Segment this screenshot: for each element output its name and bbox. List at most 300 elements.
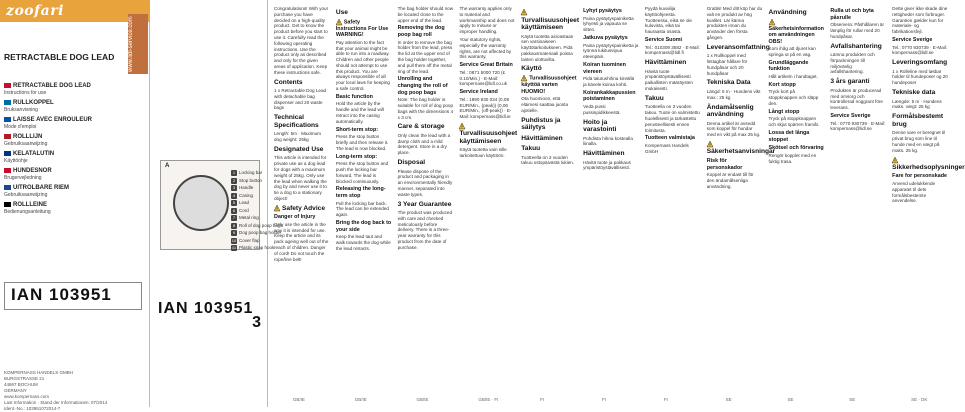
- language-title: [4, 99, 144, 107]
- text: Ota huomioon, että eläimesi saattaa juosta ajotielle.: [521, 96, 568, 113]
- language-subtitle: Bruksanvisning: [4, 107, 38, 113]
- section-heading: [521, 145, 577, 153]
- text: Leveringsomfang: [892, 59, 948, 67]
- part-number: 5: [232, 200, 236, 205]
- paragraph: [645, 6, 701, 35]
- footer-line: 44867 BOCHUM: [4, 382, 38, 387]
- text: Fare for personskade: [892, 173, 947, 180]
- text-column: [769, 6, 825, 398]
- paragraph: [645, 104, 701, 133]
- page-number: 3: [252, 314, 261, 331]
- text: Hävittäminen: [521, 134, 563, 142]
- part-number: 9: [232, 230, 236, 235]
- paragraph: [398, 6, 454, 23]
- text: The bag holder should now be located close to the upper end of the lead.: [397, 6, 454, 23]
- paragraph: [583, 16, 639, 33]
- section-heading: [274, 146, 330, 154]
- page-marker: SE: [725, 397, 732, 402]
- text: Tuotteella on 3 vuoden takuu. Tuote on valmistettu huolellisesti ja tarkastettu perusteellisesti ennen toimitusta.: [644, 104, 700, 133]
- text: Längd: 5 m · Hundens vikt max.: 25 kg: [706, 88, 761, 100]
- text: Denna artikel är avsedd som koppel för hundar med en vikt på max 25 kg.: [706, 120, 761, 138]
- page-marker: FI: [602, 397, 606, 402]
- text-column: [336, 6, 392, 398]
- paragraph: [707, 53, 763, 76]
- section-heading: [398, 159, 454, 167]
- section-heading: [707, 79, 763, 87]
- language-subtitle: Brugervejledning: [4, 175, 42, 181]
- paragraph: [398, 97, 454, 120]
- language-subtitle: Bedienungsanleitung: [4, 209, 51, 215]
- text: Basic function: [335, 93, 373, 100]
- paragraph: [336, 40, 392, 92]
- section-heading: [336, 154, 392, 161]
- part-number: 2: [232, 177, 236, 183]
- footer-line: BURGSTRASSE 21: [4, 376, 45, 381]
- text: Press the stop button briefly and then release it. The lead is now blocked.: [335, 134, 389, 151]
- part-label: Roll of dog poop bags: [239, 222, 283, 228]
- warning-icon: [892, 157, 898, 163]
- part-item: [231, 229, 282, 237]
- paragraph: [459, 70, 515, 87]
- text: Unrolling and changing the roll of dog poop bags: [397, 76, 448, 96]
- language-title: [4, 82, 144, 90]
- cover-footer: [4, 370, 144, 412]
- section-heading: [707, 158, 763, 171]
- language-title: [4, 116, 144, 124]
- text: The product was produced with care and checked meticulously before delivery. There is a three-year warranty for this product from the date of purchase.: [397, 210, 453, 250]
- text: Käytä tuotetta vain sille tarkoitettuun käyttöön.: [459, 147, 507, 159]
- page-marker: FI: [663, 397, 668, 402]
- text: Takuu: [644, 94, 664, 102]
- text: Lämna produkten och förpackningen till miljövänlig avfallshantering.: [830, 52, 875, 75]
- warning-icon: [521, 9, 527, 15]
- section-heading: [583, 90, 639, 103]
- product-heading: RETRACTABLE DOG LEAD: [4, 52, 115, 62]
- flag-icon: [4, 83, 11, 88]
- page-marker: GB/IE · FI: [478, 397, 499, 402]
- text: Dette giver ikke skade dine rettigheder som forbruger. Garantien gælder kun for materiale- og fabrikationsfejl.: [892, 6, 948, 35]
- warning-icon: [459, 123, 465, 129]
- part-number: 3: [232, 185, 236, 190]
- paragraph: [459, 37, 515, 60]
- section-heading: [830, 113, 886, 120]
- text: Leveransomfattning: [706, 43, 770, 51]
- section-heading: [707, 104, 763, 119]
- text: Käyttö: [521, 65, 542, 73]
- text: Lyhyt pysäytys: [583, 8, 622, 14]
- ian-number: IAN 103951: [11, 285, 112, 304]
- part-label: Plastic snap hook: [239, 245, 275, 250]
- text: Långt stopp: [768, 108, 800, 115]
- text-column: [830, 6, 886, 398]
- section-heading: [398, 25, 454, 38]
- ian-box: [4, 282, 142, 310]
- text: 3 års garanti: [830, 78, 870, 86]
- flag-icon: [4, 185, 11, 190]
- footer-line: www.kompernass.com: [4, 394, 50, 399]
- text: Turvallisuusohjeet käyttämiseen: [459, 130, 518, 145]
- flag-icon: [4, 117, 11, 122]
- figure-label: A: [165, 163, 170, 169]
- page-footer: [270, 396, 954, 405]
- section-heading: [336, 19, 392, 39]
- figure-panel: [150, 0, 283, 407]
- text: Tryck på stoppknappen och skjut spärren framåt.: [768, 116, 820, 128]
- paragraph: [583, 43, 639, 60]
- cover-panel: [0, 0, 150, 411]
- language-title: [4, 201, 144, 209]
- language-subtitle: Gebruiksaanwijzing: [4, 192, 48, 198]
- paragraph: [521, 96, 577, 113]
- paragraph: [398, 133, 454, 156]
- section-heading: [521, 135, 577, 143]
- text: Hävittäminen: [583, 150, 625, 158]
- language-title-text: UITROLBARE RIEM: [13, 185, 69, 191]
- part-item: [231, 207, 271, 215]
- flag-icon: [4, 151, 11, 156]
- text: Removing the dog poop bag roll: [397, 25, 445, 38]
- part-number: 4: [232, 192, 236, 198]
- section-heading: [892, 59, 948, 67]
- section-heading: [521, 117, 577, 132]
- paragraph: [892, 69, 948, 86]
- part-label: Lead: [239, 200, 250, 205]
- part-item: [231, 214, 271, 222]
- paragraph: [521, 34, 577, 63]
- page-marker: SE: [849, 397, 856, 402]
- paragraph: [645, 143, 701, 155]
- text: Säkerhetsanvisningar: [706, 148, 776, 156]
- text-column: [459, 6, 518, 398]
- text: Tel.: 0871 5000 720 (£ 0.10/Min.) · E-Mail: kompernass@lidl.co.uk: [459, 69, 508, 87]
- text-column: [892, 6, 965, 398]
- paragraph: [336, 134, 392, 151]
- paragraph: [707, 6, 763, 41]
- text: Only clean the lead with a damp cloth and a mild detergent. Store in a dry place.: [397, 132, 451, 156]
- section-heading: [769, 145, 825, 152]
- section-heading: [336, 127, 392, 134]
- page-marker: GB/IE: [354, 397, 367, 402]
- part-item: [231, 184, 271, 192]
- text: 1 x Rullkoppel med löstagbar hållare för hundpåsar och 20 hundpåsar: [706, 53, 748, 76]
- parts-figure: [160, 160, 283, 250]
- footer-line: Ident.-No.: 103951072014-7: [4, 406, 61, 411]
- section-heading: [274, 214, 330, 221]
- section-heading: [583, 150, 639, 158]
- paragraph: [830, 22, 886, 39]
- text: Säkerhetsinformation om användningen OBS!: [768, 25, 824, 45]
- paragraph: [707, 121, 763, 138]
- section-heading: [706, 141, 776, 156]
- text: Koiran tuominen viereen: [583, 61, 626, 75]
- text: Rengör kopplet med en fuktig trasa.: [768, 152, 817, 164]
- section-heading: [769, 109, 825, 116]
- section-heading: [336, 186, 392, 199]
- part-number: 1: [232, 170, 236, 175]
- text: Care & storage: [397, 123, 445, 131]
- part-item: [231, 199, 271, 207]
- paragraph: [521, 155, 577, 167]
- footer-line: Last Information · Stand der Informationen: 07/2014: [4, 400, 108, 405]
- language-title-text: ROLLLIJN: [13, 134, 43, 140]
- paragraph: [769, 89, 825, 106]
- text: Technical Specifications: [274, 114, 319, 129]
- text: Ändamålsenlig användning: [706, 103, 754, 119]
- paragraph: [892, 181, 948, 204]
- section-heading: [769, 9, 825, 17]
- language-title-text: LAISSE AVEC ENROULEUR: [13, 117, 93, 123]
- language-title: [4, 167, 144, 175]
- language-subtitle: Instructions for use: [4, 90, 47, 96]
- part-label: Metal ring: [239, 215, 259, 220]
- page-marker: GB/IE: [292, 397, 305, 402]
- warning-icon: [336, 19, 342, 25]
- text: Tuotteen valmistaja: [644, 135, 695, 142]
- text: Turvallisuusohjeet käyttöä varten HUOMIO!: [521, 75, 577, 95]
- text: Tel.: 1890 930 034 (0,08 EUR/Min., (peak)) (0,06 EUR/Min., (off-peak)) · E-Mail: kompernass@lidl.ie: [459, 96, 512, 120]
- text-column: [274, 6, 330, 398]
- text: Kort stopp: [768, 81, 796, 88]
- paragraph: [645, 69, 701, 92]
- section-heading: [645, 135, 701, 142]
- text: Turvallisuusohjeet käyttämiseen: [521, 16, 580, 31]
- language-title-text: HUNDESNOR: [13, 168, 52, 174]
- section-heading: [769, 60, 825, 73]
- text: Koirankakkapussien poistaminen: [583, 89, 636, 103]
- text: Avfallshantering: [830, 42, 882, 50]
- paragraph: [274, 88, 330, 111]
- language-title-text: RETRACTABLE DOG LEAD: [13, 83, 91, 89]
- paragraph: [583, 76, 639, 88]
- paragraph: [583, 104, 639, 116]
- paragraph: [274, 6, 330, 76]
- section-heading: [398, 76, 454, 96]
- section-heading: [274, 79, 330, 87]
- text: Formålsbestemt brug: [892, 113, 944, 128]
- parts-list: [231, 169, 283, 252]
- section-heading: [521, 9, 580, 32]
- section-heading: [830, 8, 886, 21]
- paragraph: [336, 201, 392, 218]
- page-marker: SE · DK: [911, 397, 928, 402]
- section-heading: [336, 94, 392, 101]
- paragraph: [459, 6, 515, 35]
- text: 1 x Rolleline med løsbar holder til hundeposer og 20 hundeposer: [892, 68, 948, 86]
- paragraph: [892, 45, 948, 57]
- language-title-text: RULLKOPPEL: [13, 100, 54, 106]
- text: Användning: [768, 9, 807, 16]
- section-heading: [830, 43, 886, 51]
- flag-icon: [4, 168, 11, 173]
- section-heading: [583, 35, 639, 42]
- section-heading: [769, 130, 825, 143]
- section-heading: [583, 62, 639, 75]
- text: Keep the lead taut and walk towards the dog while the lead retracts.: [335, 234, 391, 251]
- text-column: [645, 6, 701, 398]
- text: Vedä pussi pussinpidikkeestä.: [583, 103, 621, 115]
- section-heading: [892, 37, 948, 44]
- paragraph: [830, 52, 886, 75]
- paragraph: [769, 74, 825, 80]
- text: Long-term stop:: [335, 153, 378, 160]
- section-heading: [645, 59, 701, 67]
- part-number: 11: [231, 245, 237, 250]
- part-item: [231, 244, 275, 252]
- language-subtitle: Mode d'emploi: [4, 124, 37, 130]
- text: Length: 5m · Maximum dog weight: 25kg: [274, 131, 321, 143]
- text: Anvend udelukkende apparatet til dets formålsbestemte anvendelse.: [892, 180, 936, 204]
- part-label: Locking bar: [239, 170, 263, 175]
- paragraph: [892, 6, 948, 35]
- part-item: [231, 192, 271, 200]
- text: 1 x Retractable Dog Lead with detachable bag dispenser and 20 waste bags: [274, 88, 327, 111]
- flag-icon: [4, 100, 11, 105]
- service-url: www.lidl-service.com: [128, 14, 148, 74]
- text: Jatkuva pysäytys: [583, 34, 628, 41]
- section-heading: [830, 78, 886, 86]
- text: Releasing the long-term stop: [335, 186, 386, 200]
- section-heading: [706, 43, 770, 52]
- text: Hoito ja varastointi: [583, 118, 617, 134]
- paragraph: [274, 222, 330, 263]
- text: Press the stop button and push the locking bar forward. The lead is blocked continuously.: [335, 161, 389, 184]
- section-heading: [521, 75, 577, 95]
- paragraph: [892, 130, 948, 153]
- text: Please dispose of the product and packaging in an environmentally friendly manner, separated into waste types.: [397, 168, 453, 197]
- text: Tuotteella on 3 vuoden takuu ostopäivästä lukien.: [521, 154, 575, 166]
- part-item: [231, 237, 271, 245]
- text: Rulla ut och byta påsrulle: [830, 8, 874, 21]
- language-title-text: KELATALUTIN: [13, 151, 55, 157]
- section-heading: [459, 123, 518, 146]
- language-subtitle: Käyttöohje: [4, 158, 28, 164]
- text: Koppel är endast till för den ändamålsenliga användning.: [706, 172, 754, 189]
- warning-icon: [707, 141, 713, 147]
- section-heading: [645, 95, 701, 103]
- part-number: 8: [232, 222, 236, 228]
- warning-icon: [274, 205, 280, 211]
- leash-illustration-icon: [173, 175, 229, 231]
- text: Paina pysäytyspainiketta lyhyesti ja vapauta se sitten.: [583, 15, 634, 33]
- text: Tekniske data: [892, 89, 936, 97]
- section-heading: [769, 82, 825, 89]
- text: Service Great Britain: [459, 62, 513, 69]
- section-heading: [459, 62, 515, 69]
- warning-icon: [521, 75, 527, 81]
- text: 3 Year Guarantee: [397, 200, 452, 208]
- paragraph: [830, 88, 886, 111]
- section-heading: [892, 173, 948, 180]
- text: Kom ihåg att djuret kan springa ut på en väg.: [768, 46, 816, 58]
- section-heading: [892, 89, 948, 97]
- text: Kompernass Handels GmbH: [644, 142, 689, 154]
- text: Skötsel och förvaring: [768, 145, 824, 152]
- footer-line: GERMANY: [4, 388, 27, 393]
- part-item: [231, 222, 283, 230]
- text: Produkten är producerad med omsorg och kontrollerad noggrant före leverans.: [830, 87, 883, 111]
- text: Puhdistus ja säilytys: [521, 116, 561, 132]
- text: In order to remove the bag holder from the lead, press the lid at the upper end of the bag holder together, and pull them off the metal ring of the lead.: [397, 39, 453, 74]
- page-marker: FI: [540, 397, 545, 402]
- text: Hävittäminen: [644, 59, 687, 67]
- text: Only use the article in the way it is intended for use. Keep the article and its pack ageing well out of the reach of children. Danger of cord! Do not touch the rope/line belt!: [274, 221, 329, 262]
- text-column: [583, 6, 639, 398]
- footer-line: KOMPERNASS HANDELS GMBH: [4, 370, 74, 375]
- language-title: [4, 133, 144, 141]
- part-item: [231, 169, 271, 177]
- text: Tekniska Data: [706, 79, 751, 87]
- brand-logo: zoofari: [6, 3, 64, 19]
- text: Congratulations! With your purchase you have decided on a high-quality product. Get to know the product before you start to use it. Carefully read the following operating instructions. Use the product only as described and only for the given areas of application. Keep these instructions safe.: [274, 6, 329, 75]
- text: Danger of Injury: [274, 214, 316, 221]
- paragraph: [336, 161, 392, 184]
- part-label: Handle: [239, 185, 254, 190]
- section-heading: [398, 201, 454, 209]
- part-number: 7: [232, 215, 236, 220]
- section-heading: [521, 65, 577, 73]
- text: The warranty applies only to material and workmanship and does not apply to misuse or improper handling.: [459, 6, 515, 35]
- text-column: [521, 6, 580, 398]
- section-heading: [274, 114, 330, 129]
- section-heading: [459, 89, 515, 96]
- paragraph: [892, 99, 948, 111]
- text: Bring the dog back to your side: [335, 220, 392, 233]
- page-marker: GB/IE: [416, 397, 429, 402]
- paragraph: [398, 40, 454, 75]
- text: Tel.: 0770 930739 · E-Mail: kompernass@lidl.se: [830, 120, 886, 132]
- flag-icon: [4, 134, 11, 139]
- language-title: [4, 184, 144, 192]
- part-number: 10: [231, 237, 237, 243]
- paragraph: [398, 210, 454, 251]
- section-heading: [336, 9, 392, 17]
- section-heading: [398, 123, 454, 131]
- text: Note: The bag holder is suitable for roll of dog poop bags with the dimensions 4 x 3 cm.: [397, 97, 454, 120]
- part-label: Cord: [239, 207, 249, 213]
- section-heading: [769, 19, 825, 46]
- text: Sikkerhedsoplysninger: [892, 163, 965, 171]
- text: Pay attention to the fact that your animal might be able to run into a roadway. Children and other people should not attempt to use this product. You are always responsible of all your local laws for keeping a safe control.: [335, 39, 390, 92]
- paragraph: [398, 169, 454, 198]
- warning-icon: [769, 19, 775, 25]
- language-title-text: ROLLLEINE: [13, 202, 47, 208]
- text-column: [706, 6, 776, 398]
- paragraph: [459, 97, 515, 120]
- text: Hävitä tuote ja pakkaus ympäristöystävällisesti.: [583, 159, 631, 171]
- paragraph: [769, 153, 825, 165]
- part-label: Cover flap: [239, 237, 260, 243]
- section-heading: [583, 8, 639, 15]
- text: Tel.: 010309 3582 · E-Mail: kompernass@lidl.fi: [644, 44, 700, 56]
- text: Lossa det långa stoppet: [768, 130, 810, 143]
- text: Your statutory rights, especially the warranty rights, are not affected by this warranty.: [459, 36, 512, 60]
- text: Risk för personskador: [706, 157, 743, 171]
- text: Safety Advice: [282, 204, 326, 212]
- paragraph: [583, 160, 639, 172]
- paragraph: [583, 136, 639, 148]
- text: Use: [335, 9, 348, 16]
- paragraph: [769, 46, 825, 58]
- paragraph: [707, 89, 763, 101]
- section-heading: [892, 156, 965, 171]
- text: Contents: [274, 78, 303, 86]
- part-label: Casing: [239, 192, 254, 198]
- paragraph: [336, 101, 392, 124]
- paragraph: [459, 147, 515, 159]
- text: This article is intended for private use as a dog lead for dogs with a maximum weight of 25kg. Only use the lead when walking the dog by and never use it to tie a dog to a stationary object!: [274, 155, 327, 201]
- text: Designated Use: [274, 145, 324, 153]
- text: Service Ireland: [459, 89, 498, 96]
